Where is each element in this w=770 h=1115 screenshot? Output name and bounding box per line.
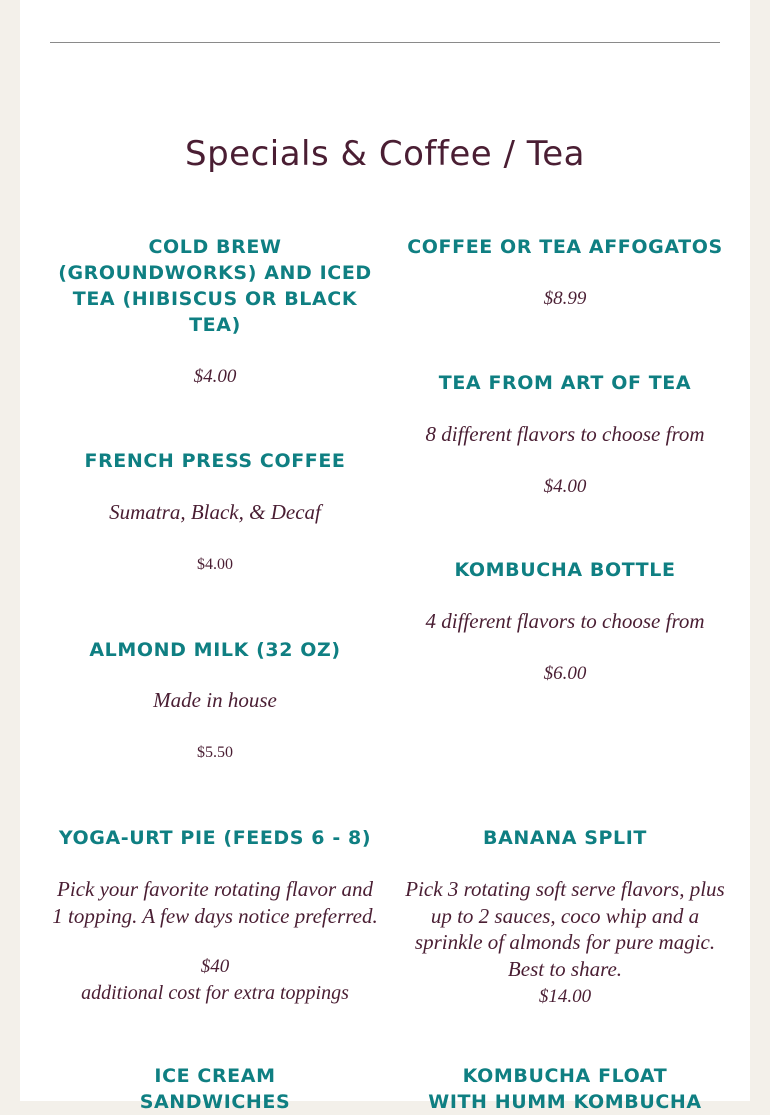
item-price: $6.00 [543, 662, 587, 684]
item-name: COLD BREW (GROUNDWORKS) AND ICED TEA (HIBISCUS OR BLACK TEA) [58, 236, 372, 336]
item-price: $14.00 [538, 986, 592, 1007]
item-price: $8.99 [543, 288, 587, 309]
menu-item-art-of-tea [400, 370, 730, 500]
item-description: 4 different flavors to choose from [425, 609, 705, 633]
section-title: Specials & Coffee / Tea [185, 134, 585, 174]
menu-item-almond-milk [50, 637, 380, 765]
item-note: additional cost for extra toppings [81, 982, 349, 1004]
menu-item-yoga-urt-pie [50, 825, 380, 1007]
menu-item-french-press [50, 448, 380, 577]
menu-item-kombucha-bottle [400, 557, 730, 687]
item-description: Made in house [153, 688, 277, 712]
item-name-line1: KOMBUCHA FLOAT [462, 1065, 668, 1087]
item-name: KOMBUCHA BOTTLE [454, 559, 676, 581]
item-name-line2: SANDWICHES [139, 1091, 291, 1113]
item-name: FRENCH PRESS COFFEE [84, 450, 346, 472]
menu-item-affogatos [400, 234, 730, 312]
menu-item-banana-split [400, 825, 730, 1010]
item-name: COFFEE OR TEA AFFOGATOS [407, 236, 723, 258]
item-description: Sumatra, Black, & Decaf [109, 500, 321, 524]
menu-item-cold-brew [50, 234, 380, 390]
item-name: ALMOND MILK (32 OZ) [89, 639, 341, 661]
menu-item-ice-cream-sandwiches [50, 1063, 380, 1115]
section-divider [50, 42, 720, 43]
item-description: Pick your favorite rotating flavor and 1 topping. A few days notice preferred. [52, 877, 378, 928]
item-name: YOGA-URT PIE (FEEDS 6 - 8) [58, 827, 372, 849]
item-price: $4.00 [543, 475, 587, 497]
item-price: $5.50 [197, 743, 233, 761]
menu-item-kombucha-float [400, 1063, 730, 1115]
item-description: Pick 3 rotating soft serve flavors, plus up to 2 sauces, coco whip and a sprinkle of almonds for pure magic. Best to share. [405, 877, 725, 981]
item-name-line1: ICE CREAM [154, 1065, 276, 1087]
item-price: $4.00 [197, 555, 233, 573]
item-price: $4.00 [193, 366, 237, 387]
item-name-line2: WITH HUMM KOMBUCHA [428, 1091, 702, 1113]
item-name: BANANA SPLIT [483, 827, 647, 849]
menu-page [20, 0, 750, 1113]
item-name: TEA FROM ART OF TEA [438, 372, 692, 394]
item-description: 8 different flavors to choose from [425, 422, 705, 446]
item-price: $40 [200, 956, 230, 977]
